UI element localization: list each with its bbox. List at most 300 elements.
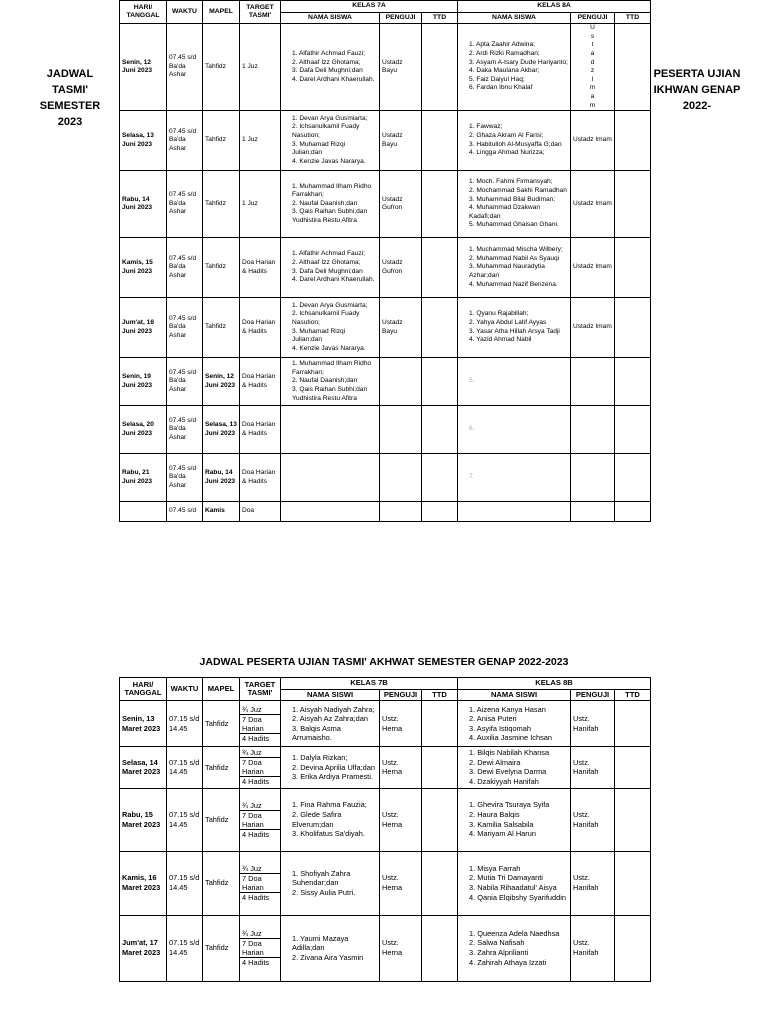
cell-hari: Senin, 19 Juni 2023	[120, 358, 167, 406]
cell-waktu: 07.45 s/d Ba'da Ashar	[167, 358, 203, 406]
cell-target	[240, 851, 281, 915]
student-name: 4. Mariyam Al Harun	[469, 829, 536, 839]
cell-target	[240, 788, 281, 851]
table-row	[120, 406, 651, 454]
target-item: 4 Hadits	[242, 958, 270, 968]
cell-mapel: Tahfidz	[203, 111, 240, 171]
cell-penguji-b: Ustz. Hanifah	[571, 747, 615, 788]
cell-mapel: Tahfidz	[203, 915, 240, 981]
vertical-letter: d	[590, 58, 595, 66]
cell-ttd-b	[615, 788, 651, 851]
target-item: 4 Hadits	[242, 777, 270, 787]
header-hari: HARI/ TANGGAL	[120, 678, 167, 701]
cell-siswa-a-list	[283, 183, 377, 226]
header-kelas-8b: KELAS 8B	[458, 678, 651, 690]
student-name: 1. Bilqis Nabilah Khansa	[469, 748, 550, 758]
table-row	[120, 171, 651, 238]
cell-penguji-b: Ustadz Imam	[571, 111, 615, 171]
cell-ttd-b	[615, 851, 651, 915]
cell-ttd-a	[422, 406, 458, 454]
cell-siswa-b-list	[460, 377, 568, 386]
cell-waktu: 07.15 s/d 14.45	[167, 747, 203, 788]
cell-ttd-a	[422, 851, 458, 915]
cell-hari: Kamis, 15 Juni 2023	[120, 238, 167, 298]
cell-siswa-b-list	[460, 473, 568, 482]
cell-target	[240, 915, 281, 981]
student-name: 2. Ichsanulkamil Fuady Nasution;	[292, 310, 360, 327]
cell-target: 1 Juz	[240, 24, 281, 111]
student-name: 2. Zivana Aira Yasmin	[292, 952, 364, 962]
cell-waktu: 07.15 s/d 14.45	[167, 851, 203, 915]
student-name: 1. Qyanu Rajabillah;	[469, 310, 529, 318]
cell-penguji-a	[380, 358, 422, 406]
cell-penguji-b	[571, 502, 615, 522]
cell-ttd-b	[615, 24, 651, 111]
cell-ttd-a	[422, 747, 458, 788]
cell-siswa-b	[458, 171, 571, 238]
cell-siswa-a	[281, 298, 380, 358]
cell-siswa-a	[281, 358, 380, 406]
header-target: TARGET TASMI'	[240, 1, 281, 24]
cell-penguji-b	[571, 358, 615, 406]
cell-target: 1 Juz	[240, 111, 281, 171]
student-name: 3. Yasar Atha Hillah Arsya Tadji	[469, 327, 560, 335]
cell-siswa-b	[458, 454, 571, 502]
cell-siswa-b-list	[460, 310, 568, 344]
student-name: 5. Faiz Daiyul Haq;	[469, 75, 525, 83]
cell-hari: Kamis, 16 Maret 2023	[120, 851, 167, 915]
cell-ttd-b	[615, 406, 651, 454]
cell-hari	[120, 502, 167, 522]
header-penguji-a: PENGUJI	[380, 12, 422, 24]
cell-hari: Senin, 12 Juni 2023	[120, 24, 167, 111]
student-name: 1. Devan Arya Gusmiarta;	[292, 114, 368, 122]
cell-mapel: Tahfidz	[203, 171, 240, 238]
target-item: ¾ Juz	[240, 801, 280, 811]
cell-penguji-b: Ustz. Hanifah	[571, 851, 615, 915]
student-name: 2. Mochammad Sakhi Ramadhan	[469, 186, 567, 194]
ikhwan-left-title: JADWAL TASMI' SEMESTER 2023	[39, 68, 101, 128]
target-item: ¾ Juz	[240, 705, 280, 715]
cell-ttd-a	[422, 788, 458, 851]
student-name: 4. Qania Elqibshy Syarifuddin	[469, 892, 566, 902]
cell-ttd-a	[422, 171, 458, 238]
header-penguji-b: PENGUJI	[571, 12, 615, 24]
cell-mapel: Tahfidz	[203, 701, 240, 747]
cell-siswa-b-list	[460, 929, 568, 967]
header-target: TARGET TASMI'	[240, 678, 281, 701]
student-name: 4. Zahirah Athaya Izzati	[469, 957, 547, 967]
target-item: 7 Doa Harian	[240, 939, 280, 958]
cell-ttd-a	[422, 454, 458, 502]
student-name: 3. Dafa Deli Mughni;dan	[292, 67, 363, 75]
student-name: 3. Erika Ardiya Pramesti.	[292, 772, 373, 782]
cell-waktu: 07.45 s/d Ba'da Ashar	[167, 111, 203, 171]
cell-penguji-b: Ustadz Imam	[571, 238, 615, 298]
vertical-letter: z	[590, 67, 595, 75]
cell-siswa-b	[458, 851, 571, 915]
akhwat-schedule-table	[119, 677, 651, 982]
table-row	[120, 24, 651, 111]
cell-siswa-b	[458, 298, 571, 358]
cell-siswa-b-list	[460, 748, 568, 786]
cell-siswa-a-list	[283, 115, 377, 167]
student-name: 3. Kholifatus Sa'diyah.	[292, 829, 365, 839]
cell-penguji-b: Ustz. Hanifah	[571, 915, 615, 981]
student-name: 1. Aisyah Nadiyah Zahra;	[292, 704, 375, 714]
cell-penguji-a: Ustz. Herna	[380, 915, 422, 981]
header-ttd-b: TTD	[615, 689, 651, 701]
student-name: 4. Kenzie Javas Nararya.	[292, 344, 366, 352]
header-nama-a: NAMA SISWA	[281, 12, 380, 24]
student-name: 2. Mutia Tri Damayanti	[469, 873, 543, 883]
student-name: 2. Althaaf Izz Ghotama;	[292, 58, 361, 66]
cell-target: 1 Juz	[240, 171, 281, 238]
student-name: 1. Misya Farrah	[469, 863, 521, 873]
student-name: 4. Muhammad Dzakwan Kadafi;dan	[469, 204, 541, 220]
cell-siswa-a	[281, 171, 380, 238]
cell-penguji-a	[380, 406, 422, 454]
cell-siswa-b-list	[460, 246, 568, 289]
student-name: 1. Shofiyah Zahra Suhendar;dan	[292, 868, 351, 888]
cell-penguji-a: Ustadz Bayu	[380, 298, 422, 358]
cell-waktu: 07.15 s/d 14.45	[167, 701, 203, 747]
student-name: 1. Queenza Adela Naedhsa	[469, 928, 560, 938]
cell-ttd-a	[422, 24, 458, 111]
cell-mapel: Tahfidz	[203, 24, 240, 111]
cell-mapel: Rabu, 14 Juni 2023	[203, 454, 240, 502]
cell-ttd-a	[422, 701, 458, 747]
student-name: 3. Muhamad Rizqi Julian;dan	[292, 327, 346, 344]
target-item: 4 Hadits	[242, 733, 270, 743]
cell-siswa-a-list	[283, 800, 377, 838]
target-item: ¾ Juz	[240, 748, 280, 758]
cell-mapel: Tahfidz	[203, 238, 240, 298]
student-name: 2. Haura Balqis	[469, 809, 520, 819]
header-mapel: MAPEL	[203, 678, 240, 701]
student-name: 4. Daka Maulana Akbar;	[469, 67, 540, 75]
cell-penguji-b	[571, 454, 615, 502]
cell-penguji-a: Ustadz Gufron	[380, 238, 422, 298]
cell-siswa-b-list	[460, 864, 568, 902]
cell-siswa-b-list	[460, 178, 568, 230]
cell-siswa-b	[458, 406, 571, 454]
cell-mapel: Tahfidz	[203, 788, 240, 851]
student-name: 2. Naufal Daanish;dan	[292, 377, 358, 385]
cell-siswa-a-list	[283, 869, 377, 898]
cell-penguji-a: Ustz. Herna	[380, 701, 422, 747]
cell-penguji-b: Ustz. Hanifah	[571, 788, 615, 851]
cell-target: Doa Harian & Hadits	[240, 406, 281, 454]
student-name: 4. Darel Ardhani Khaerullah.	[292, 75, 375, 83]
akhwat-title: JADWAL PESERTA UJIAN TASMI' AKHWAT SEMESTER GENAP 2022-2023	[199, 656, 569, 668]
cell-siswa-a	[281, 238, 380, 298]
student-name: 1. Muhammad Ilham Ridho Farrakhan;	[292, 182, 372, 199]
header-kelas-7b: KELAS 7B	[281, 678, 458, 690]
student-name: 7.	[469, 473, 475, 481]
student-name: 2. Aisyah Az Zahra;dan	[292, 714, 369, 724]
cell-hari: Rabu, 21 Juni 2023	[120, 454, 167, 502]
student-name: 2. Muhammad Nabil As Syauqi	[469, 254, 560, 262]
cell-siswa-b	[458, 701, 571, 747]
cell-waktu: 07.45 s/d Ba'da Ashar	[167, 454, 203, 502]
cell-ttd-b	[615, 298, 651, 358]
cell-penguji-b: Ustadz Imam	[571, 171, 615, 238]
vertical-letter: I	[591, 75, 594, 83]
cell-hari: Jum'at, 17 Maret 2023	[120, 915, 167, 981]
cell-target: Doa Harian & Hadits	[240, 454, 281, 502]
student-name: 2. Ardi Rizki Ramadhan;	[469, 49, 540, 57]
cell-penguji-b: Ustadz Imam	[571, 298, 615, 358]
student-name: 3. Dewi Evelyna Darma	[469, 767, 547, 777]
cell-siswa-a-list	[283, 302, 377, 354]
cell-siswa-a	[281, 454, 380, 502]
header-kelas-7a: KELAS 7A	[281, 1, 458, 13]
student-name: 2. Dewi Almaira	[469, 757, 521, 767]
header-nama-b: NAMA SISWA	[458, 12, 571, 24]
header-ttd-a: TTD	[422, 12, 458, 24]
student-name: 3. Asyifa Istiqomah	[469, 723, 532, 733]
student-name: 4. Muhammad Nazif Benzena.	[469, 280, 558, 288]
student-name: 3. Muhammad Bilal Budiman;	[469, 195, 556, 203]
cell-siswa-b	[458, 358, 571, 406]
cell-waktu: 07.15 s/d 14.45	[167, 788, 203, 851]
student-name: 1. Yaumi Mazaya Adilla;dan	[292, 933, 349, 953]
student-name: 5.	[469, 377, 475, 385]
student-name: 2. Ghaza Akram Al Farisi;	[469, 132, 544, 140]
table-row	[120, 111, 651, 171]
table-row	[120, 358, 651, 406]
header-nama-b: NAMA SISWI	[458, 689, 571, 701]
student-name: 2. Sissy Aulia Putri.	[292, 887, 356, 897]
vertical-letter: s	[590, 32, 595, 40]
cell-siswa-a	[281, 701, 380, 747]
cell-ttd-a	[422, 298, 458, 358]
cell-siswa-b	[458, 747, 571, 788]
student-name: 3. Zahra Alprilianti	[469, 948, 529, 958]
table-row	[120, 701, 651, 747]
cell-ttd-a	[422, 915, 458, 981]
header-penguji-a: PENGUJI	[380, 689, 422, 701]
student-name: 4. Darel Ardhani Khaerullah.	[292, 276, 375, 284]
table-row	[120, 747, 651, 788]
cell-siswa-b	[458, 238, 571, 298]
student-name: 4. Lingga Ahmad Nurizza;	[469, 149, 545, 157]
vertical-letter: m	[589, 101, 596, 109]
cell-penguji-a: Ustz. Herna	[380, 747, 422, 788]
student-name: 6.	[469, 425, 475, 433]
cell-siswa-b	[458, 502, 571, 522]
table-row	[120, 238, 651, 298]
cell-siswa-b	[458, 788, 571, 851]
cell-mapel: Senin, 12 Juni 2023	[203, 358, 240, 406]
student-name: 1. Apta Zaahir Adwina;	[469, 41, 535, 49]
cell-mapel: Kamis	[203, 502, 240, 522]
cell-penguji-a	[380, 502, 422, 522]
target-item: 7 Doa Harian	[240, 758, 280, 777]
table-row	[120, 788, 651, 851]
cell-hari: Selasa, 13 Juni 2023	[120, 111, 167, 171]
cell-ttd-b	[615, 358, 651, 406]
student-name: 1. Alfathir Achmad Fauzi;	[292, 250, 365, 258]
vertical-letter: U	[590, 24, 595, 32]
cell-siswa-b	[458, 24, 571, 111]
cell-siswa-a-list	[283, 360, 377, 403]
student-name: 3. Dafa Deli Mughni;dan	[292, 267, 363, 275]
cell-penguji-a: Ustadz Bayu	[380, 24, 422, 111]
cell-hari: Selasa, 20 Juni 2023	[120, 406, 167, 454]
cell-hari: Selasa, 14 Maret 2023	[120, 747, 167, 788]
student-name: 3. Muhamad Rizqi Julian;dan	[292, 140, 346, 157]
cell-hari: Rabu, 15 Maret 2023	[120, 788, 167, 851]
cell-siswa-a	[281, 406, 380, 454]
student-name: 2. Glede Safira Elverum;dan	[292, 809, 342, 829]
cell-target	[240, 747, 281, 788]
student-name: 3. Qais Raihan Subhi;dan Yudhistira Restu Afitra	[292, 385, 368, 402]
cell-siswa-a	[281, 747, 380, 788]
header-ttd-a: TTD	[422, 689, 458, 701]
cell-ttd-b	[615, 111, 651, 171]
cell-penguji-b: Ustz. Hanifah	[571, 701, 615, 747]
table-row	[120, 915, 651, 981]
student-name: 2. Yahya Abdul Latif Ayyas	[469, 319, 547, 327]
student-name: 3. Kamilia Salsabila	[469, 819, 534, 829]
cell-siswa-a-list	[283, 753, 377, 782]
student-name: 2. Althaaf Izz Ghotama;	[292, 259, 361, 267]
header-ttd-b: TTD	[615, 12, 651, 24]
cell-penguji-a: Ustadz Gufron	[380, 171, 422, 238]
student-name: 2. Anisa Puteri	[469, 714, 517, 724]
ikhwan-right-title: PESERTA UJIAN IKHWAN GENAP 2022-	[653, 68, 741, 112]
table-row	[120, 851, 651, 915]
vertical-letter: a	[590, 92, 595, 100]
cell-siswa-a-list	[283, 50, 377, 84]
student-name: 2. Ichsanulkamil Fuady Nasution;	[292, 123, 360, 140]
student-name: 1. Fina Rahma Fauzia;	[292, 800, 367, 810]
header-mapel: MAPEL	[203, 1, 240, 24]
header-penguji-b: PENGUJI	[571, 689, 615, 701]
target-item: ¾ Juz	[240, 864, 280, 874]
cell-siswa-b-list	[460, 800, 568, 838]
student-name: 1. Muchammad Mischa Wilbery;	[469, 246, 563, 254]
cell-ttd-b	[615, 747, 651, 788]
cell-ttd-a	[422, 238, 458, 298]
cell-penguji-a: Ustadz Bayu	[380, 111, 422, 171]
header-waktu: WAKTU	[167, 678, 203, 701]
student-name: 6. Fardan Ibnu Khalaf	[469, 84, 533, 92]
student-name: 4. Yazid Ahmad Nabil	[469, 336, 532, 344]
target-item: 4 Hadits	[242, 893, 270, 903]
cell-penguji-b	[571, 406, 615, 454]
cell-mapel: Selasa, 13 Juni 2023	[203, 406, 240, 454]
student-name: 4. Kenzie Javas Nararya.	[292, 157, 366, 165]
student-name: 2. Naufal Daanish;dan	[292, 199, 358, 207]
cell-waktu: 07.45 s/d	[167, 502, 203, 522]
cell-siswa-a	[281, 111, 380, 171]
student-name: 1. Muhammad Ilham Ridho Farrakhan;	[292, 360, 372, 376]
student-name: 3. Qais Raihan Subhi;dan Yudhistira Restu Afitra	[292, 208, 368, 225]
cell-siswa-b-list	[460, 705, 568, 743]
cell-siswa-a-list	[283, 705, 377, 743]
cell-hari: Rabu, 14 Juni 2023	[120, 171, 167, 238]
cell-siswa-a	[281, 502, 380, 522]
cell-ttd-b	[615, 502, 651, 522]
student-name: 1. Devan Arya Gusmiarta;	[292, 301, 368, 309]
student-name: 1. Dalyla Rizkan;	[292, 752, 348, 762]
cell-ttd-b	[615, 171, 651, 238]
student-name: 1. Fawwaz;	[469, 123, 503, 131]
vertical-letter: t	[591, 41, 594, 49]
cell-target: Doa Harian & Hadits	[240, 358, 281, 406]
cell-siswa-b-list	[460, 123, 568, 157]
vertical-letter: a	[590, 49, 595, 57]
cell-siswa-a	[281, 851, 380, 915]
cell-target	[240, 701, 281, 747]
header-nama-a: NAMA SISWI	[281, 689, 380, 701]
student-name: 1. Ghevira Tsuraya Syifa	[469, 800, 550, 810]
header-waktu: WAKTU	[167, 1, 203, 24]
student-name: 5. Muhammad Ghaisan Ghani.	[469, 221, 559, 229]
cell-ttd-b	[615, 915, 651, 981]
cell-waktu: 07.45 s/d Ba'da Ashar	[167, 406, 203, 454]
cell-siswa-a	[281, 788, 380, 851]
header-kelas-8a: KELAS 8A	[458, 1, 651, 13]
cell-hari: Jum'at, 16 Juni 2023	[120, 298, 167, 358]
student-name: 3. Asyam A-tsary Dude Hariyanto;	[469, 58, 568, 66]
target-item: ¾ Juz	[240, 929, 280, 939]
cell-ttd-b	[615, 238, 651, 298]
target-item: 4 Hadits	[242, 829, 270, 839]
cell-ttd-a	[422, 502, 458, 522]
cell-siswa-b-list	[460, 425, 568, 434]
cell-ttd-a	[422, 358, 458, 406]
cell-siswa-a-list	[283, 250, 377, 284]
cell-waktu: 07.45 s/d Ba'da Ashar	[167, 24, 203, 111]
cell-ttd-b	[615, 454, 651, 502]
student-name: 2. Devina Aprilia Ulfa;dan	[292, 762, 375, 772]
cell-mapel: Tahfidz	[203, 747, 240, 788]
cell-mapel: Tahfidz	[203, 298, 240, 358]
table-row	[120, 502, 651, 522]
student-name: 2. Salwa Nafisah	[469, 938, 525, 948]
cell-siswa-b	[458, 111, 571, 171]
student-name: 1. Alfathir Achmad Fauzi;	[292, 49, 365, 57]
cell-waktu: 07.45 s/d Ba'da Ashar	[167, 298, 203, 358]
table-row	[120, 454, 651, 502]
cell-target: Doa Harian & Hadits	[240, 238, 281, 298]
cell-penguji-b-vertical	[571, 24, 615, 111]
student-name: 4. Dzakiyyah Hanifah	[469, 776, 539, 786]
cell-siswa-a	[281, 24, 380, 111]
student-name: 3. Balqis Asma Arrumaisho.	[292, 723, 341, 743]
student-name: 1. Moch. Fahmi Firmansyah;	[469, 178, 553, 186]
target-item: 7 Doa Harian	[240, 715, 280, 734]
header-hari: HARI/ TANGGAL	[120, 1, 167, 24]
cell-siswa-a-list	[283, 934, 377, 963]
student-name: 3. Habitulloh Al-Musyaffa G;dan	[469, 140, 562, 148]
cell-hari: Senin, 13 Maret 2023	[120, 701, 167, 747]
student-name: 4. Auxilia Jasmine Ichsan	[469, 733, 552, 743]
cell-siswa-b	[458, 915, 571, 981]
cell-penguji-a	[380, 454, 422, 502]
cell-waktu: 07.45 s/d Ba'da Ashar	[167, 171, 203, 238]
cell-siswa-b-list	[460, 41, 568, 93]
cell-ttd-a	[422, 111, 458, 171]
student-name: 1. Aizena Kanya Hasan	[469, 704, 546, 714]
target-item: 7 Doa Harian	[240, 874, 280, 893]
cell-mapel: Tahfidz	[203, 851, 240, 915]
cell-penguji-a: Ustz. Herna	[380, 788, 422, 851]
